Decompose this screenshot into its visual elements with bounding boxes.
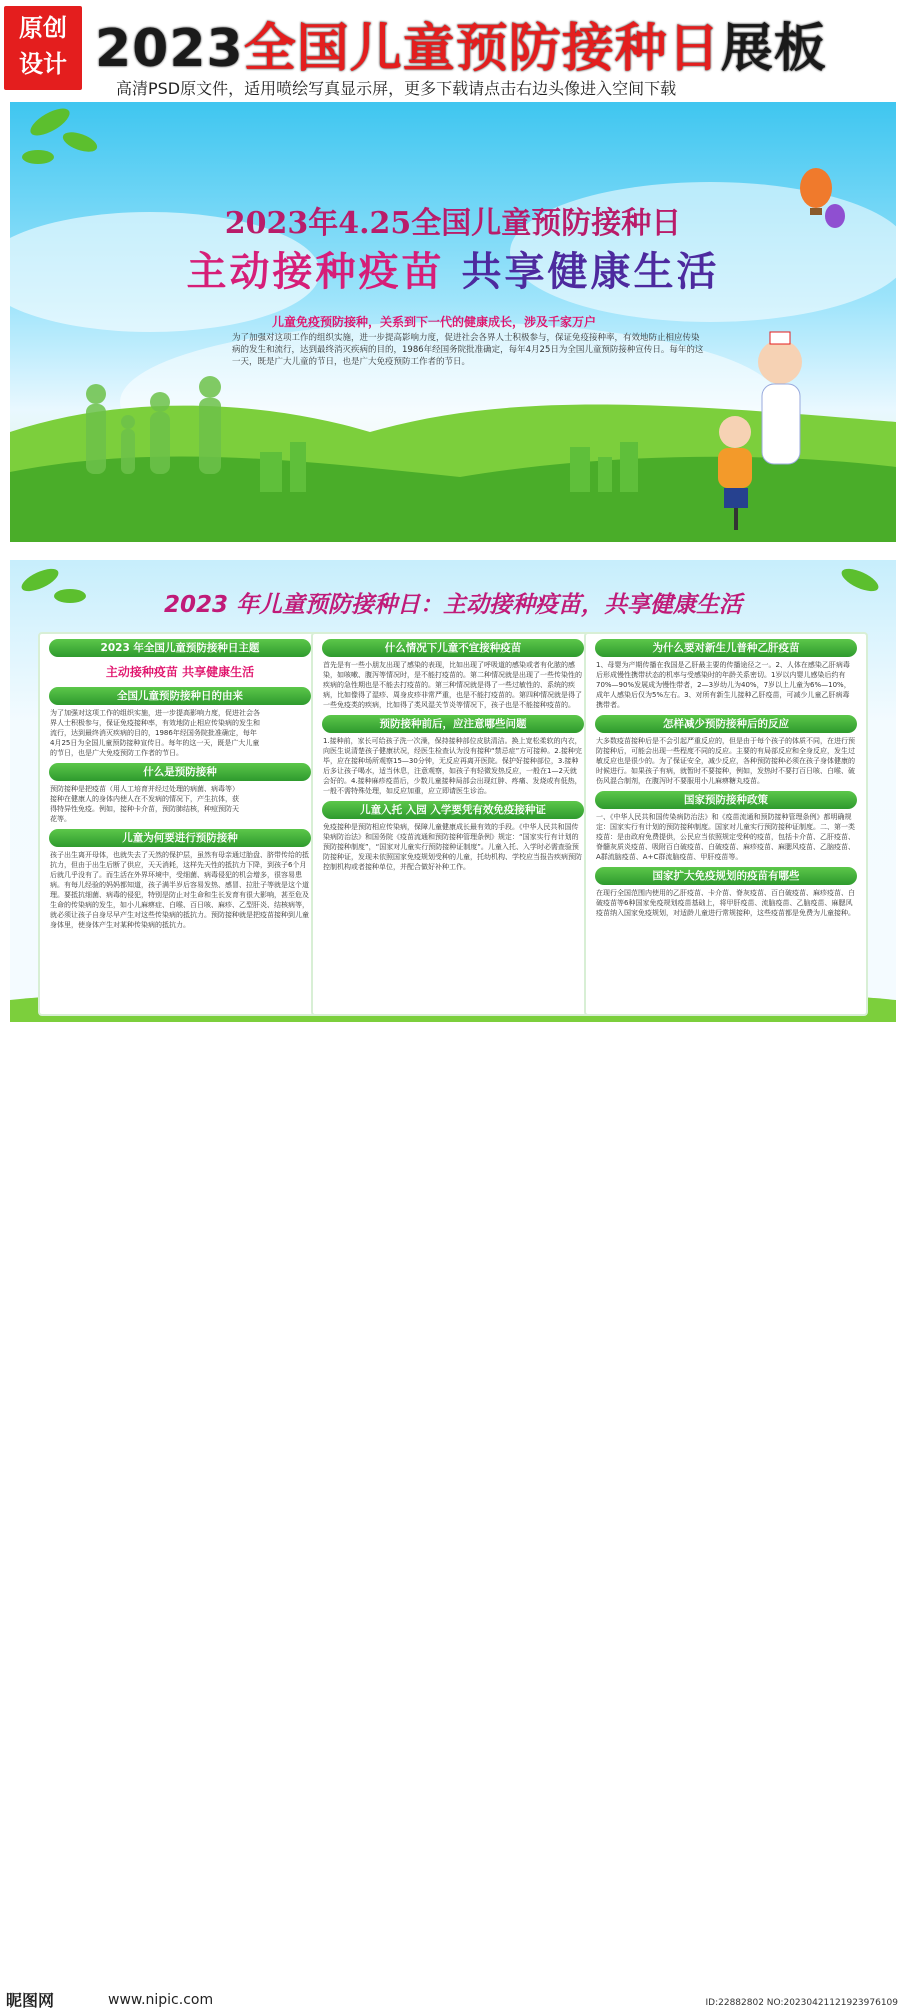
banner-slogan [10, 240, 896, 297]
section-text: 为了加强对这项工作的组织实施，进一步提高影响力度，促进社会各界人士积极参与，保证免疫接种率，有效地防止相应传染病的发生和流行，达到最终消灭疾病的目的，1986年经国务院批准确定，每年4月25日为全国儿童预防接种宣传日。每年的这一天，既是广大儿童的节日，也是广大免疫预防工作者的节日。 [50, 709, 260, 757]
section-bar: 2023 年全国儿童预防接种日主题 [49, 639, 311, 657]
section-text: 在现行全国范围内使用的乙肝疫苗、卡介苗、脊灰疫苗、百白破疫苗、麻疹疫苗、白破疫苗等6种国家免疫规划疫苗基础上，将甲肝疫苗、流脑疫苗、乙脑疫苗、麻腮风疫苗纳入国家免疫规划，对适龄儿童进行常规接种，这些疫苗都是免费为儿童接种。 [596, 889, 855, 917]
slogan-part2: 共享健康生活 [461, 249, 720, 295]
section-bar: 全国儿童预防接种日的由来 [49, 687, 311, 705]
site-url: www.nipic.com [108, 1992, 214, 2008]
section-text: 预防接种是把疫苗（用人工培育并经过处理的病菌、病毒等）接种在健康人的身体内使人在不发病的情况下，产生抗体，获得特异性免疫。例如，接种卡介苗，预防肺结核，种痘预防天花等。 [50, 785, 239, 823]
section-bar: 国家扩大免疫规划的疫苗有哪些 [595, 867, 857, 885]
section-bar: 预防接种前后，应注意哪些问题 [322, 715, 584, 733]
section-bar: 儿童为何要进行预防接种 [49, 829, 311, 847]
banner-body-text: 为了加强对这项工作的组织实施，进一步提高影响力度，促进社会各界人士积极参与，保证免疫接种率，有效地防止相应传染病的发生和流行，达到最终消灭疾病的目的，1986年经国务院批准确定，每年4月25日为全国儿童预防接种宣传日。每年的这一天，既是广大儿童的节日，也是广大免疫预防工作者的节日。 [232, 333, 704, 367]
column-2 [311, 632, 595, 1016]
main-title [95, 6, 827, 81]
header [0, 0, 906, 100]
section-text: 1、母婴为产期传播在我国是乙肝最主要的传播途径之一。2、人体在感染乙肝病毒后形成慢性携带状态的机率与受感染时的年龄关系密切。1岁以内婴儿感染后约有70%—90%发展成为慢性带者，2—3岁幼儿为40%，7岁以上儿童为6%—10%，成年人感染后仅为5%左右。3、对所有新生儿接种乙肝疫苗，可减少儿童乙肝病毒携带者。 [596, 661, 851, 709]
slogan-part1: 主动接种疫苗 [186, 249, 445, 295]
section-bar: 什么是预防接种 [49, 763, 311, 781]
section-bar: 什么情况下儿童不宜接种疫苗 [322, 639, 584, 657]
banner-top [10, 102, 896, 542]
banner-tagline: 儿童免疫预防接种，关系到下一代的健康成长，涉及千家万户 [272, 315, 597, 329]
site-logo: 昵图网 [6, 1991, 55, 2010]
title-suffix: 展板 [720, 19, 827, 79]
banner-bottom [10, 560, 896, 1022]
column-1 [38, 632, 322, 1016]
title-main: 全国儿童预防接种日 [243, 19, 721, 79]
leaf-branch-icon [22, 103, 100, 164]
section-bar: 怎样减少预防接种后的反应 [595, 715, 857, 733]
section-text: 孩子出生离开母体，也就失去了天然的保护层，虽然有母亲通过胎盘、脐带传给的抵抗力，但由于出生后断了供应，天天消耗，这样先天性的抵抗力下降，到孩子6个月后就几乎没有了。而生活在外界环境中，受细菌、病毒侵犯的机会增多，很容易患病。有每儿经验的妈妈都知道，孩子满半岁后容易发热、感冒、拉肚子等就是这个道理。要抵抗细菌、病毒的侵犯，特别是防止对生命和生长发育有很大影响，甚至危及生命的传染病的发生，如小儿麻痹症、白喉、百日咳、麻疹、乙型肝炎、结核病等，就必须让孩子自身尽早产生对这些传染病的抵抗力。预防接种就是把疫苗接种到儿童身体里，使身体产生对某种传染病的抵抗力。 [50, 851, 309, 929]
theme-slogan: 主动接种疫苗 共享健康生活 [105, 665, 255, 679]
badge-line1: 原创 [19, 14, 67, 42]
section-bar: 为什么要对新生儿普种乙肝疫苗 [595, 639, 857, 657]
title-year: 2023 [95, 19, 244, 79]
badge-line2: 设计 [19, 50, 67, 78]
watermark-footer [0, 992, 906, 2010]
header-subtitle: 高清PSD原文件，适用喷绘写真显示屏，更多下载请点击右边头像进入空间下载 [116, 79, 677, 98]
section-text: 一、《中华人民共和国传染病防治法》和《疫苗流通和预防接种管理条例》都明确规定：国家实行有计划的预防接种制度。国家对儿童实行预防接种证制度。二、第一类疫苗：是由政府免费提供，公民应当依照规定受种的疫苗，包括卡介苗、乙肝疫苗、脊髓灰质炎疫苗、吸附百白破疫苗、白破疫苗、麻疹疫苗、麻腮风疫苗、乙脑疫苗、A群流脑疫苗、A+C群流脑疫苗、甲肝疫苗等。 [596, 813, 855, 861]
section-text: 首先是有一些小朋友出现了感染的表现，比如出现了呼吸道的感染或者有化脓的感染，如咳嗽、腹泻等情况时，是不能打疫苗的。第二种情况就是出现了一些传染性的疾病的急性期也是不能去打疫苗的。第三种情况就是得了一些过敏性的、系统的疾病，比如像得了湿疹、周身皮疹非常严重，也是不能打疫苗的。第四种情况就是得了一些免疫类的疾病，比如得了类风湿关节炎等情况下，孩子也是不能接种疫苗的。 [323, 661, 582, 709]
banner-date-title: 2023年4.25全国儿童预防接种日 [224, 206, 682, 241]
original-badge [4, 6, 82, 90]
section-bar: 儿童入托 入园 入学要凭有效免疫接种证 [322, 801, 584, 819]
section-text: 大多数疫苗接种后是不会引起严重反应的，但是由于每个孩子的体质不同，在进行预防接种后，可能会出现一些程度不同的反应。主要的有局部反应和全身反应，发生过敏反应也是很少的。为了保证安全，减少反应，各种预防接种必须在孩子身体健康的时候进行。如果孩子有病，就暂时不要接种，例如，发热时不要打百日咳、白喉、破伤风混合制剂，在腹泻时不要服用小儿麻痹糖丸疫苗。 [596, 737, 855, 785]
column-3 [584, 632, 868, 1016]
image-id: ID:22882802 NO:20230421121923976109 [705, 1998, 898, 2008]
section-text: 1.接种前，家长可给孩子洗一次澡，保持接种部位皮肤清洁。换上宽松柔软的内衣，向医生说清楚孩子健康状况，经医生检查认为没有接种“禁忌症”方可接种。2.接种完毕，应在接种场所观察15—30分钟，无反应再离开医院。保护好接种部位，3.接种后多让孩子喝水，适当休息，注意观察，如孩子有轻微发热反应，一般在1—2天就会好的。4.接种麻疹疫苗后，少数儿童接种局部会出现红肿、疼痛、发烧或有低热，一般不需特殊处理，如反应加重，应立即请医生诊治。 [323, 737, 582, 795]
panel2-title: 2023 年儿童预防接种日：主动接种疫苗，共享健康生活 [163, 592, 743, 618]
section-text: 免疫接种是预防相应传染病，保障儿童健康成长最有效的手段。《中华人民共和国传染病防治法》和国务院《疫苗流通和预防接种管理条例》规定：“国家实行有计划的预防接种制度”，“国家对儿童实行预防接种证制度”。儿童入托、入学时必需查验预防接种证，发现未依照国家免疫规划受种的儿童，托幼机构、学校应当报告疾病预防控制机构或者接种单位，并配合做好补种工作。 [323, 823, 582, 871]
section-bar: 国家预防接种政策 [595, 791, 857, 809]
